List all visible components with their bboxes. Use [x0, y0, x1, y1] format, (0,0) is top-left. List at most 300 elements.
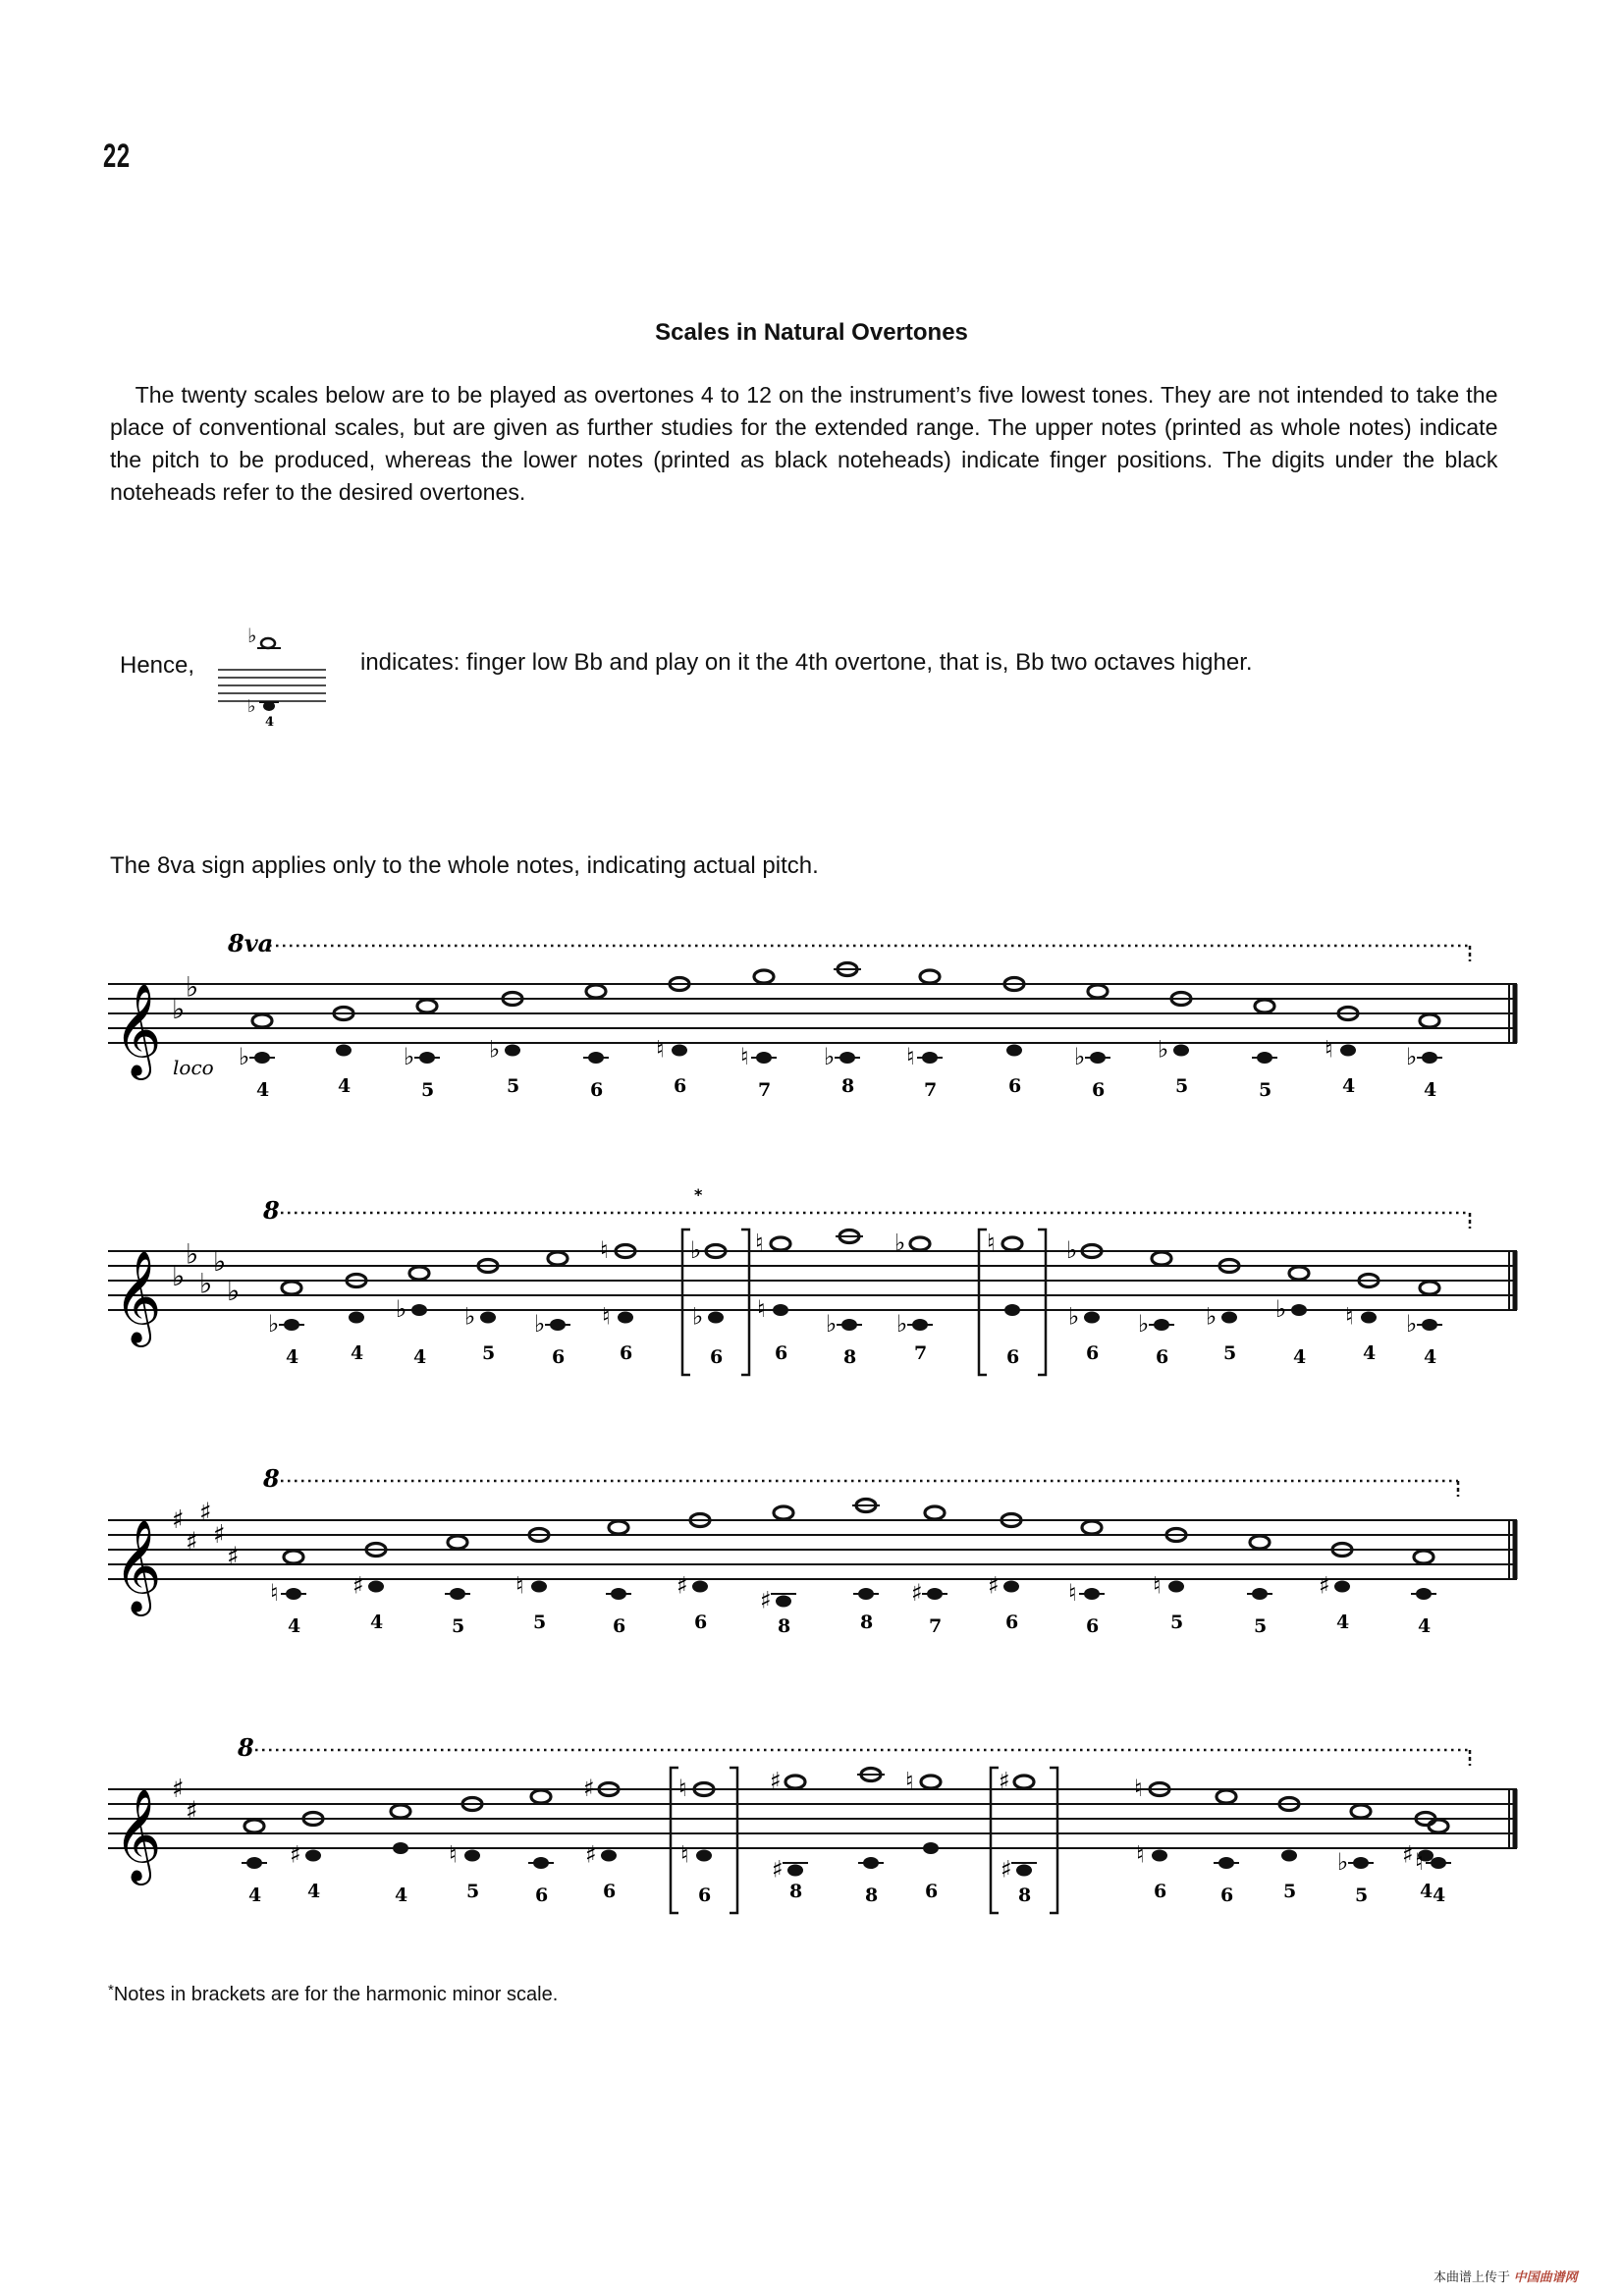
footnote-star-marker: *: [694, 1185, 703, 1204]
flat-icon: ♭: [826, 1310, 838, 1338]
flat-icon: ♭: [268, 1310, 280, 1338]
key-sharp-icon: ♯: [172, 1775, 185, 1804]
natural-icon: ♮: [1068, 1579, 1077, 1607]
black-notehead: [1090, 1052, 1106, 1064]
overtone-digit: 6: [1092, 1079, 1106, 1101]
flat-icon: ♭: [824, 1043, 836, 1070]
note-column: [1134, 1775, 1169, 1902]
octave-mark: 8va: [228, 929, 274, 957]
overtone-digit: 4: [1418, 1615, 1432, 1637]
overtone-digit: 6: [1008, 1075, 1022, 1097]
sharp-icon: ♯: [911, 1579, 923, 1607]
flat-icon: ♭: [464, 1302, 476, 1331]
whole-note: [1014, 1776, 1034, 1788]
overtone-digit: 6: [674, 1075, 687, 1097]
black-notehead: [1353, 1857, 1369, 1869]
whole-note: [244, 1820, 264, 1832]
flat-icon: ♭: [239, 1043, 250, 1070]
black-notehead: [368, 1581, 384, 1593]
scale-system: [108, 1464, 1517, 1637]
hence-label: Hence,: [120, 652, 195, 679]
octave-mark: 8: [238, 1733, 254, 1762]
flat-icon: ♭: [247, 624, 257, 647]
black-notehead: [1291, 1304, 1307, 1316]
black-notehead: [1334, 1581, 1350, 1593]
whole-note: [1088, 985, 1108, 998]
key-flat-icon: ♭: [186, 1237, 199, 1271]
overtone-digit: 5: [1254, 1615, 1268, 1637]
black-notehead: [672, 1045, 687, 1057]
black-notehead: [618, 1312, 633, 1324]
sharp-icon: ♯: [988, 1571, 1000, 1600]
flat-icon: ♭: [692, 1302, 704, 1331]
note-column: [1319, 1544, 1352, 1634]
treble-clef-icon: 𝄞: [114, 1519, 162, 1613]
note-column: [894, 1230, 933, 1365]
key-flat-icon: ♭: [172, 1260, 186, 1292]
whole-note: [586, 985, 606, 998]
key-flat-icon: ♭: [186, 970, 199, 1004]
natural-icon: ♮: [906, 1043, 915, 1070]
whole-note: [1152, 1252, 1171, 1265]
black-notehead: [1257, 1052, 1272, 1064]
flat-icon: ♭: [1406, 1310, 1418, 1338]
sharp-icon: ♯: [583, 1775, 595, 1802]
footnote-text: Notes in brackets are for the harmonic minor scale.: [113, 1984, 559, 2005]
black-notehead: [533, 1857, 549, 1869]
natural-icon: ♮: [600, 1236, 609, 1264]
natural-icon: ♮: [755, 1229, 764, 1257]
natural-icon: ♮: [678, 1775, 687, 1802]
black-notehead: [1281, 1850, 1297, 1862]
overtone-digit: 8: [860, 1612, 874, 1633]
overtone-digit: 6: [710, 1346, 724, 1368]
hence-description: indicates: finger low Bb and play on it the 4th overtone, that is, Bb two octaves higher.: [360, 649, 1253, 676]
overtone-digit: 8: [843, 1346, 857, 1368]
key-flat-icon: ♭: [227, 1275, 241, 1307]
sharp-icon: ♯: [772, 1855, 784, 1884]
octave-mark: 8: [263, 1464, 280, 1493]
overtone-digit: 4: [1420, 1881, 1434, 1902]
key-sharp-icon: ♯: [172, 1505, 185, 1535]
note-column: [489, 993, 522, 1098]
natural-icon: ♮: [1345, 1302, 1354, 1331]
black-notehead: [246, 1857, 262, 1869]
black-notehead: [1154, 1319, 1169, 1331]
natural-icon: ♮: [757, 1295, 766, 1323]
note-column: [1275, 1267, 1309, 1368]
overtone-digit: 5: [482, 1342, 496, 1364]
whole-note: [609, 1521, 628, 1534]
flat-icon: ♭: [690, 1236, 702, 1264]
overtone-digit: 4: [370, 1612, 384, 1633]
note-column: [1279, 1798, 1299, 1903]
key-flat-icon: ♭: [213, 1245, 227, 1278]
note-column: [1252, 1000, 1277, 1101]
natural-icon: ♮: [515, 1571, 524, 1600]
8va-rule-text: The 8va sign applies only to the whole notes, indicating actual pitch.: [110, 852, 819, 879]
whole-note: [1420, 1282, 1439, 1294]
black-notehead: [1152, 1850, 1167, 1862]
treble-clef-icon: 𝄞: [114, 983, 162, 1076]
whole-note: [921, 1776, 941, 1788]
whole-note: [531, 1790, 551, 1803]
black-notehead: [1218, 1857, 1234, 1869]
whole-note: [391, 1805, 410, 1818]
note-column: [1337, 1805, 1374, 1906]
overtone-digit: 6: [694, 1612, 708, 1633]
black-notehead: [1016, 1865, 1032, 1877]
key-flat-icon: ♭: [199, 1267, 213, 1300]
whole-note: [1217, 1790, 1236, 1803]
natural-icon: ♮: [1134, 1775, 1143, 1802]
whole-note: [284, 1551, 303, 1563]
overtone-digit: 5: [1259, 1079, 1272, 1101]
black-notehead: [776, 1596, 791, 1608]
note-column: [583, 1775, 619, 1902]
black-notehead: [531, 1581, 547, 1593]
whole-note: [754, 970, 774, 983]
black-notehead: [336, 1045, 352, 1057]
black-notehead: [1422, 1052, 1437, 1064]
flat-icon: ♭: [396, 1295, 407, 1323]
black-notehead: [284, 1319, 299, 1331]
black-notehead: [349, 1312, 364, 1324]
note-column: [770, 1768, 808, 1903]
black-notehead: [1422, 1319, 1437, 1331]
note-column: [1066, 1236, 1102, 1364]
whole-note: [1250, 1536, 1270, 1549]
black-notehead: [927, 1588, 943, 1600]
overtone-digit: 4: [413, 1346, 427, 1368]
overtone-digit: 6: [552, 1346, 566, 1368]
overtone-digit: 6: [1220, 1885, 1234, 1906]
black-notehead: [696, 1850, 712, 1862]
note-column: [391, 1805, 410, 1906]
note-column: [464, 1260, 498, 1365]
black-notehead: [588, 1052, 604, 1064]
whole-note: [1429, 1820, 1448, 1832]
overtone-digit: 4: [256, 1079, 270, 1101]
whole-note: [1351, 1805, 1371, 1818]
whole-note: [920, 970, 940, 983]
black-notehead: [505, 1045, 520, 1057]
note-column: [445, 1536, 470, 1637]
note-column: [760, 1506, 796, 1637]
overtone-digit: 4: [1342, 1075, 1356, 1097]
note-column: [396, 1267, 429, 1368]
key-sharp-icon: ♯: [186, 1527, 198, 1558]
whole-note: [252, 1014, 272, 1027]
black-notehead: [1416, 1588, 1432, 1600]
overtone-digit: 7: [758, 1079, 772, 1101]
whole-note: [910, 1237, 930, 1250]
key-sharp-icon: ♯: [199, 1498, 212, 1528]
sharp-icon: ♯: [1319, 1571, 1330, 1600]
black-notehead: [912, 1319, 928, 1331]
black-notehead: [773, 1304, 788, 1316]
natural-icon: ♮: [740, 1043, 749, 1070]
sharp-icon: ♯: [770, 1767, 782, 1795]
scale-system: [108, 1185, 1517, 1375]
whole-note: [1289, 1267, 1309, 1280]
overtone-digit: 6: [620, 1342, 633, 1364]
overtone-digit: 4: [395, 1885, 408, 1906]
black-notehead: [305, 1850, 321, 1862]
flat-icon: ♭: [1406, 1043, 1418, 1070]
page-title: Scales in Natural Overtones: [655, 319, 968, 346]
black-notehead: [1168, 1581, 1184, 1593]
natural-icon: ♮: [1415, 1848, 1424, 1876]
overtone-digit: 6: [698, 1885, 712, 1906]
flat-icon: ♭: [1275, 1295, 1287, 1323]
black-notehead: [1006, 1045, 1022, 1057]
watermark-text: 本曲谱上传于: [1434, 2269, 1511, 2284]
sharp-icon: ♯: [1001, 1855, 1012, 1884]
whole-note: [785, 1776, 805, 1788]
black-notehead: [601, 1850, 617, 1862]
note-column: [911, 1506, 947, 1637]
scale-system: [108, 929, 1517, 1101]
overtone-digit: 6: [925, 1881, 939, 1902]
whole-note: [1002, 1237, 1022, 1250]
natural-icon: ♮: [449, 1840, 458, 1869]
black-notehead: [464, 1850, 480, 1862]
flat-icon: ♭: [1066, 1236, 1078, 1264]
footnote-marker: *: [108, 1982, 114, 1998]
black-notehead: [1361, 1312, 1377, 1324]
overtone-digit: 5: [421, 1079, 435, 1101]
note-column: [352, 1544, 386, 1634]
whole-note: [417, 1000, 437, 1012]
black-notehead: [863, 1857, 879, 1869]
whole-note: [774, 1506, 793, 1519]
note-column: [755, 1230, 790, 1365]
whole-note: [771, 1237, 790, 1250]
note-column: [656, 978, 689, 1098]
overtone-digit: 6: [1154, 1881, 1167, 1902]
black-notehead: [611, 1588, 626, 1600]
black-notehead: [1004, 1304, 1020, 1316]
overtone-digit: 4: [338, 1075, 352, 1097]
key-sharp-icon: ♯: [186, 1796, 198, 1827]
note-column: [347, 1275, 366, 1365]
whole-note: [1255, 1000, 1274, 1012]
natural-icon: ♮: [602, 1302, 611, 1331]
overtone-digit: 5: [1355, 1885, 1369, 1906]
flat-icon: ♭: [1138, 1310, 1150, 1338]
overtone-digit: 4: [1363, 1342, 1377, 1364]
overtone-digit: 4: [248, 1885, 262, 1906]
note-column: [515, 1529, 549, 1634]
natural-icon: ♮: [1153, 1571, 1162, 1600]
whole-note: [448, 1536, 467, 1549]
sharp-icon: ♯: [352, 1571, 364, 1600]
overtone-digit: 5: [533, 1612, 547, 1633]
overtone-digit: 6: [590, 1079, 604, 1101]
overtone-digit: 6: [535, 1885, 549, 1906]
black-notehead: [1084, 1588, 1100, 1600]
whole-note: [548, 1252, 568, 1265]
overtone-digit: 5: [452, 1615, 465, 1637]
treble-clef-icon: 𝄞: [114, 1788, 162, 1882]
flat-icon: ♭: [1158, 1035, 1169, 1064]
note-column: [449, 1798, 482, 1903]
overtone-digit: 5: [466, 1881, 480, 1902]
note-column: [404, 1000, 440, 1101]
natural-icon: ♮: [1325, 1035, 1333, 1064]
natural-icon: ♮: [905, 1767, 914, 1795]
scale-system: [108, 1733, 1517, 1913]
overtone-digit: 4: [351, 1342, 364, 1364]
overtone-digit: 6: [613, 1615, 626, 1637]
note-column: [334, 1008, 353, 1098]
watermark-brand: 中国曲谱网: [1513, 2269, 1578, 2284]
overtone-digit: 8: [789, 1881, 803, 1902]
black-notehead: [1003, 1581, 1019, 1593]
overtone-digit: 5: [1223, 1342, 1237, 1364]
natural-icon: ♮: [656, 1035, 665, 1064]
flat-icon: ♭: [534, 1310, 546, 1338]
overtone-digit: 4: [288, 1615, 301, 1637]
black-notehead: [411, 1304, 427, 1316]
note-column: [676, 1514, 710, 1634]
overtone-digit: 5: [1170, 1612, 1184, 1633]
black-notehead: [1084, 1312, 1100, 1324]
black-notehead: [450, 1588, 465, 1600]
page-number: 22: [103, 137, 131, 175]
overtone-digit: 8: [1018, 1885, 1032, 1906]
note-column: [1247, 1536, 1272, 1637]
natural-icon: ♮: [987, 1229, 996, 1257]
black-notehead: [692, 1581, 708, 1593]
black-notehead: [1221, 1312, 1237, 1324]
natural-icon: ♮: [1136, 1840, 1145, 1869]
overtone-digit: 7: [914, 1342, 928, 1364]
flat-icon: ♭: [1074, 1043, 1086, 1070]
note-column: [600, 1236, 635, 1364]
key-flat-icon: ♭: [172, 993, 186, 1025]
treble-clef-icon: 𝄞: [114, 1250, 162, 1343]
black-notehead: [756, 1052, 772, 1064]
black-notehead: [1431, 1857, 1446, 1869]
overtone-digit: 5: [1175, 1075, 1189, 1097]
note-column: [988, 1514, 1021, 1634]
note-column: [740, 970, 777, 1101]
overtone-digit: 7: [924, 1079, 938, 1101]
whole-note: [925, 1506, 945, 1519]
note-column: [1325, 1008, 1358, 1098]
loco-marking: loco: [173, 1056, 214, 1079]
overtone-digit: 5: [1283, 1881, 1297, 1902]
black-notehead: [841, 1319, 857, 1331]
whole-note: [282, 1282, 301, 1294]
black-notehead: [286, 1588, 301, 1600]
black-notehead: [393, 1842, 408, 1854]
black-notehead: [550, 1319, 566, 1331]
sharp-icon: ♯: [760, 1586, 772, 1614]
overtone-digit: 8: [778, 1615, 791, 1637]
note-column: [290, 1813, 323, 1903]
overtone-digit: 5: [507, 1075, 520, 1097]
black-notehead: [1173, 1045, 1189, 1057]
note-column: [905, 1768, 941, 1903]
note-column: [1158, 993, 1191, 1098]
note-column: [1345, 1275, 1379, 1365]
black-notehead: [419, 1052, 435, 1064]
natural-icon: ♮: [680, 1840, 689, 1869]
flat-icon: ♭: [894, 1229, 906, 1257]
overtone-digit: 4: [307, 1881, 321, 1902]
note-column: [1206, 1260, 1239, 1365]
note-column: [852, 1500, 880, 1634]
overtone-digit: 4: [265, 715, 275, 730]
whole-note: [1414, 1551, 1434, 1563]
sharp-icon: ♯: [290, 1840, 301, 1869]
octave-mark: 8: [263, 1196, 280, 1225]
note-column: [1004, 978, 1024, 1098]
black-notehead: [839, 1052, 855, 1064]
flat-icon: ♭: [489, 1035, 501, 1064]
overtone-digit: 4: [1293, 1346, 1307, 1368]
flat-icon: ♭: [1206, 1302, 1217, 1331]
note-column: [824, 963, 861, 1098]
black-notehead: [254, 1052, 270, 1064]
overtone-digit: 6: [1005, 1612, 1019, 1633]
note-column: [906, 970, 943, 1101]
overtone-digit: 6: [1006, 1346, 1020, 1368]
flat-icon: ♭: [1068, 1302, 1080, 1331]
black-notehead: [708, 1312, 724, 1324]
flat-icon: ♭: [404, 1043, 415, 1070]
intro-paragraph: The twenty scales below are to be played as overtones 4 to 12 on the instrument’s five lowest tones. They are not intended to take the place of conventional scales, but are given as further studies for the extended range. The upper notes (printed as whole notes) indicate the pitch to be produced, whereas the lower notes (printed as black noteheads) indicate finger positions. The digits under the black noteheads refer to the desired overtones.: [110, 382, 1498, 505]
note-column: [1153, 1529, 1186, 1634]
flat-icon: ♭: [896, 1310, 908, 1338]
black-notehead: [480, 1312, 496, 1324]
black-notehead: [1252, 1588, 1268, 1600]
flat-icon: ♭: [1337, 1848, 1349, 1876]
watermark: [1434, 2267, 1578, 2285]
overtone-digit: 6: [603, 1881, 617, 1902]
whole-note: [1082, 1521, 1102, 1534]
sharp-icon: ♯: [1402, 1840, 1414, 1869]
sharp-icon: ♯: [585, 1840, 597, 1869]
overtone-digit: 6: [1086, 1342, 1100, 1364]
flat-icon: ♭: [247, 696, 256, 717]
black-notehead: [922, 1052, 938, 1064]
footnote: [108, 1984, 558, 2006]
whole-note: [1420, 1014, 1439, 1027]
overtone-digit: 7: [929, 1615, 943, 1637]
overtone-digit: 8: [865, 1885, 879, 1906]
whole-note: [409, 1267, 429, 1280]
key-sharp-icon: ♯: [227, 1542, 240, 1572]
black-notehead: [858, 1588, 874, 1600]
black-notehead: [787, 1865, 803, 1877]
overtone-digit: 6: [1156, 1346, 1169, 1368]
overtone-digit: 4: [1433, 1885, 1446, 1906]
key-sharp-icon: ♯: [213, 1520, 226, 1550]
overtone-digit: 8: [841, 1075, 855, 1097]
black-notehead: [923, 1842, 939, 1854]
natural-icon: ♮: [270, 1579, 279, 1607]
overtone-digit: 4: [1424, 1346, 1437, 1368]
overtone-digit: 4: [286, 1346, 299, 1368]
sharp-icon: ♯: [676, 1571, 688, 1600]
overtone-digit: 4: [1336, 1612, 1350, 1633]
overtone-digit: 6: [775, 1342, 788, 1364]
sharp-icon: ♯: [999, 1767, 1010, 1795]
